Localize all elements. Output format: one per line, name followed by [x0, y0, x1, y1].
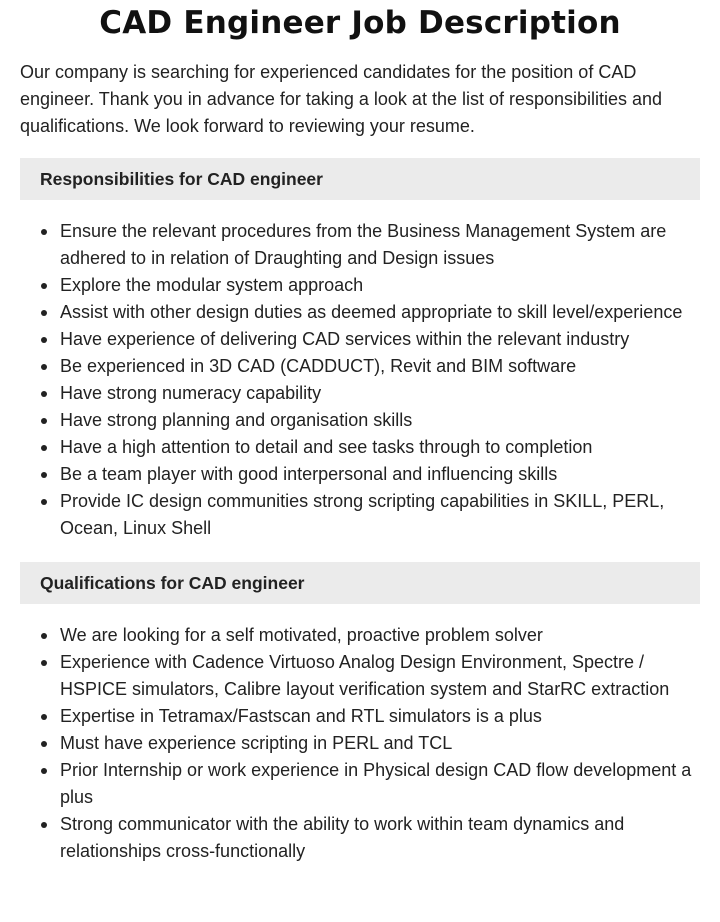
list-item	[20, 757, 700, 811]
list-item-text: Experience with Cadence Virtuoso Analog Design Environment, Spectre / HSPICE simulators, Calibre layout verification system and StarRC extraction	[60, 652, 670, 699]
bullet-icon	[41, 741, 47, 747]
list-item	[20, 353, 700, 380]
list-item	[20, 299, 700, 326]
list-item-text: Assist with other design duties as deemed appropriate to skill level/experience	[60, 302, 683, 322]
list-item	[20, 461, 700, 488]
list-item	[20, 272, 700, 299]
bullet-icon	[41, 229, 47, 235]
bullet-icon	[41, 768, 47, 774]
list-item-text: Expertise in Tetramax/Fastscan and RTL simulators is a plus	[60, 706, 542, 726]
bullet-icon	[41, 418, 47, 424]
responsibilities-header: Responsibilities for CAD engineer	[20, 158, 700, 200]
page-title: CAD Engineer Job Description	[99, 5, 621, 41]
list-item-text: Prior Internship or work experience in Physical design CAD flow development a plus	[60, 760, 692, 807]
list-item	[20, 380, 700, 407]
list-item	[20, 649, 700, 703]
list-item-text: Be a team player with good interpersonal and influencing skills	[60, 464, 558, 484]
bullet-icon	[41, 499, 47, 505]
list-item-text: Strong communicator with the ability to work within team dynamics and relationships cross-functionally	[60, 814, 625, 861]
list-item	[20, 488, 700, 542]
bullet-icon	[41, 714, 47, 720]
qualifications-header: Qualifications for CAD engineer	[20, 562, 700, 604]
bullet-icon	[41, 364, 47, 370]
bullet-icon	[41, 337, 47, 343]
list-item-text: Be experienced in 3D CAD (CADDUCT), Revit and BIM software	[60, 356, 577, 376]
bullet-icon	[41, 391, 47, 397]
list-item-text: Explore the modular system approach	[60, 275, 364, 295]
bullet-icon	[41, 472, 47, 478]
bullet-icon	[41, 633, 47, 639]
list-item	[20, 407, 700, 434]
qualifications-list	[20, 622, 700, 865]
list-item-text: Have a high attention to detail and see tasks through to completion	[60, 437, 593, 457]
list-item-text: Have strong planning and organisation skills	[60, 410, 413, 430]
list-item	[20, 326, 700, 353]
list-item	[20, 730, 700, 757]
list-item	[20, 434, 700, 461]
responsibilities-list	[20, 218, 700, 542]
list-item-text: We are looking for a self motivated, proactive problem solver	[60, 625, 543, 645]
list-item	[20, 703, 700, 730]
bullet-icon	[41, 660, 47, 666]
list-item	[20, 811, 700, 865]
intro-paragraph: Our company is searching for experienced candidates for the position of CAD engineer. Thank you in advance for taking a look at the list of responsibilities and qualifications. We look forward to reviewing your resume.	[20, 62, 663, 136]
list-item-text: Provide IC design communities strong scripting capabilities in SKILL, PERL, Ocean, Linux Shell	[60, 491, 665, 538]
list-item-text: Have experience of delivering CAD services within the relevant industry	[60, 329, 630, 349]
bullet-icon	[41, 310, 47, 316]
list-item	[20, 218, 700, 272]
bullet-icon	[41, 822, 47, 828]
list-item-text: Ensure the relevant procedures from the Business Management System are adhered to in relation of Draughting and Design issues	[60, 221, 667, 268]
list-item-text: Have strong numeracy capability	[60, 383, 322, 403]
list-item-text: Must have experience scripting in PERL and TCL	[60, 733, 453, 753]
bullet-icon	[41, 445, 47, 451]
list-item	[20, 622, 700, 649]
bullet-icon	[41, 283, 47, 289]
